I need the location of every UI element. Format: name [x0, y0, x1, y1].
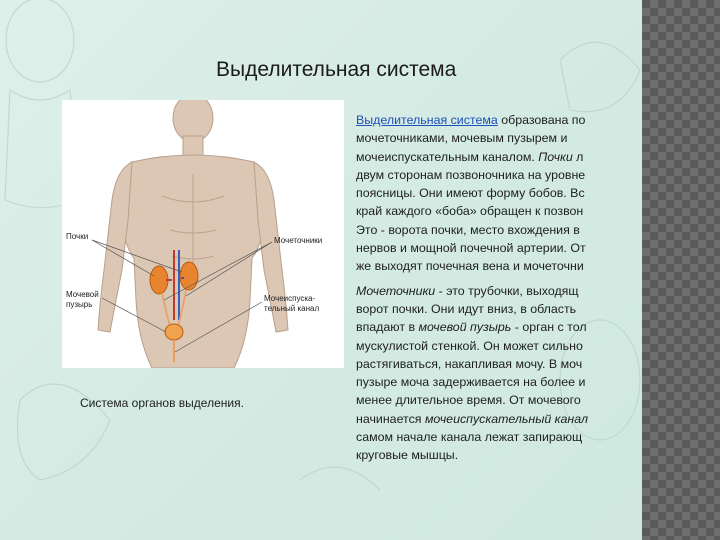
text-line: ворот почки. Они идут вниз, в область [356, 301, 577, 316]
text-span: мочеиспускательным каналом. [356, 149, 539, 164]
text-line: нервов и мощной почечной артерии. От [356, 241, 586, 256]
excretory-system-figure [62, 100, 344, 368]
text-line: пузыре моча задерживается на более и [356, 375, 586, 390]
text-span: начинается [356, 411, 425, 426]
text-line [356, 282, 642, 300]
italic-term: мочевой пузырь [418, 320, 512, 335]
text-span: впадают в [356, 320, 419, 335]
text-span: л [572, 149, 584, 164]
italic-term: мочеиспускательный канал [424, 411, 588, 426]
text-line [356, 318, 642, 336]
label-bladder-line1: Мочевой [66, 290, 99, 299]
italic-term: Мочеточники [356, 283, 436, 298]
text-line [356, 410, 642, 428]
text-line: растягиваться, накапливая мочу. В моч [356, 356, 583, 371]
label-bladder-line2: пузырь [66, 300, 93, 309]
right-kidney [180, 262, 198, 290]
label-urethra-line2: тельный канал [264, 304, 320, 313]
text-line: самом начале канала лежат запирающ [356, 430, 583, 445]
figure-caption: Система органов выделения. [80, 396, 244, 410]
text-line: двум сторонам позвоночника на уровне [356, 167, 586, 182]
text-span: - это трубочки, выходящ [435, 283, 579, 298]
slide-title: Выделительная система [216, 58, 457, 81]
excretory-system-link[interactable]: Выделительная система [356, 113, 498, 127]
text-line: Это - ворота почки, место вхождения в [356, 222, 580, 237]
text-line: мускулистой стенкой. Он может сильно [356, 338, 583, 353]
decorative-pattern-strip [642, 0, 720, 540]
label-kidneys: Почки [66, 232, 89, 241]
text-line [356, 148, 642, 166]
text-span: - орган с тол [511, 320, 587, 335]
left-arm [98, 162, 132, 332]
italic-term: Почки [538, 149, 573, 164]
label-ureters: Мочеточники [274, 236, 323, 245]
label-urethra-line1: Мочеиспуска- [264, 294, 316, 303]
text-line: край каждого «боба» обращен к позвон [356, 204, 584, 219]
text-line: круговые мышцы. [356, 448, 459, 463]
text-line: менее длительное время. От мочевого [356, 393, 581, 408]
text-line [356, 111, 642, 129]
human-torso-illustration [62, 100, 344, 368]
text-span: образована по [497, 113, 586, 127]
text-line: поясницы. Они имеют форму бобов. Вс [356, 186, 585, 201]
text-line: мочеточниками, мочевым пузырем и [356, 131, 568, 146]
bladder [165, 324, 183, 340]
body-text [356, 111, 642, 491]
text-line: же выходят почечная вена и мочеточни [356, 259, 584, 274]
left-kidney [150, 266, 168, 294]
neck [183, 136, 203, 156]
